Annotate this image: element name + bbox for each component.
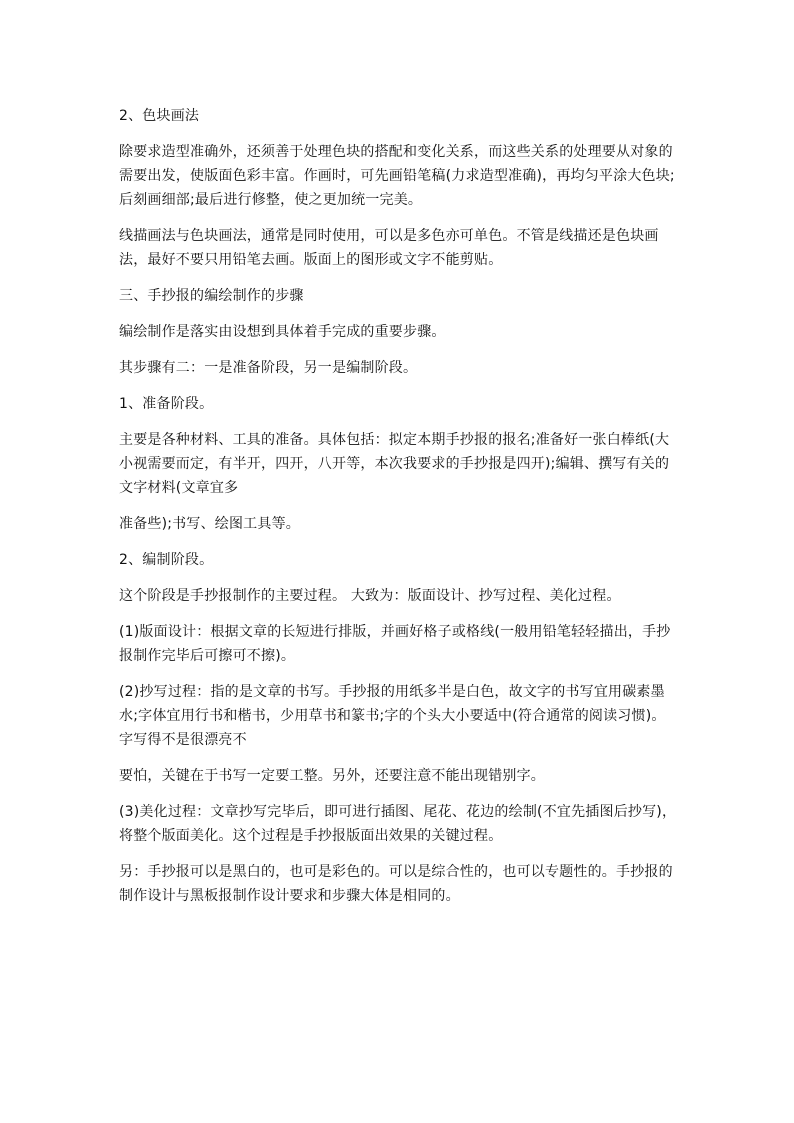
section-heading: 2、色块画法 [119, 108, 200, 124]
body-paragraph: 线描画法与色块画法，通常是同时使用，可以是多色亦可单色。不管是线描还是色块画法，最好不要只用铅笔去画。版面上的图形或文字不能剪贴。 [119, 228, 659, 268]
body-paragraph: (1)版面设计：根据文章的长短进行排版，并画好格子或格线(一般用铅笔轻轻描出，手抄报制作完毕后可擦可不擦)。 [119, 624, 671, 664]
section-heading: 三、手抄报的编绘制作的步骤 [119, 288, 304, 304]
document-body [119, 104, 679, 920]
body-paragraph: 要怕，关键在于书写一定要工整。另外，还要注意不能出现错别字。 [119, 768, 545, 784]
body-paragraph: 其步骤有二：一是准备阶段，另一是编制阶段。 [119, 360, 418, 376]
body-paragraph: 准备些);书写、绘图工具等。 [119, 516, 300, 532]
subsection-heading: 1、准备阶段。 [119, 396, 214, 412]
subsection-heading: 2、编制阶段。 [119, 552, 214, 568]
body-paragraph: (3)美化过程：文章抄写完毕后，即可进行插图、尾花、花边的绘制(不宜先插图后抄写)，将整个版面美化。这个过程是手抄报版面出效果的关键过程。 [119, 804, 677, 844]
body-paragraph: 编绘制作是落实由设想到具体着手完成的重要步骤。 [119, 324, 446, 340]
body-paragraph: 这个阶段是手抄报制作的主要过程。 大致为：版面设计、抄写过程、美化过程。 [119, 588, 621, 604]
body-paragraph: 除要求造型准确外，还须善于处理色块的搭配和变化关系，而这些关系的处理要从对象的需要出发，使版面色彩丰富。作画时，可先画铅笔稿(力求造型准确)，再均匀平涂大色块;后刻画细部;最后进行修整，使之更加统一完美。 [119, 144, 675, 208]
body-paragraph: (2)抄写过程：指的是文章的书写。手抄报的用纸多半是白色，故文字的书写宜用碳素墨水;字体宜用行书和楷书，少用草书和篆书;字的个头大小要适中(符合通常的阅读习惯)。字写得不是很漂亮不 [119, 684, 666, 748]
body-paragraph: 另：手抄报可以是黑白的，也可是彩色的。可以是综合性的，也可以专题性的。手抄报的制作设计与黑板报制作设计要求和步骤大体是相同的。 [119, 864, 673, 904]
body-paragraph: 主要是各种材料、工具的准备。具体包括：拟定本期手抄报的报名;准备好一张白棒纸(大小视需要而定，有半开，四开，八开等，本次我要求的手抄报是四开);编辑、撰写有关的文字材料(文章宜多 [119, 432, 670, 496]
